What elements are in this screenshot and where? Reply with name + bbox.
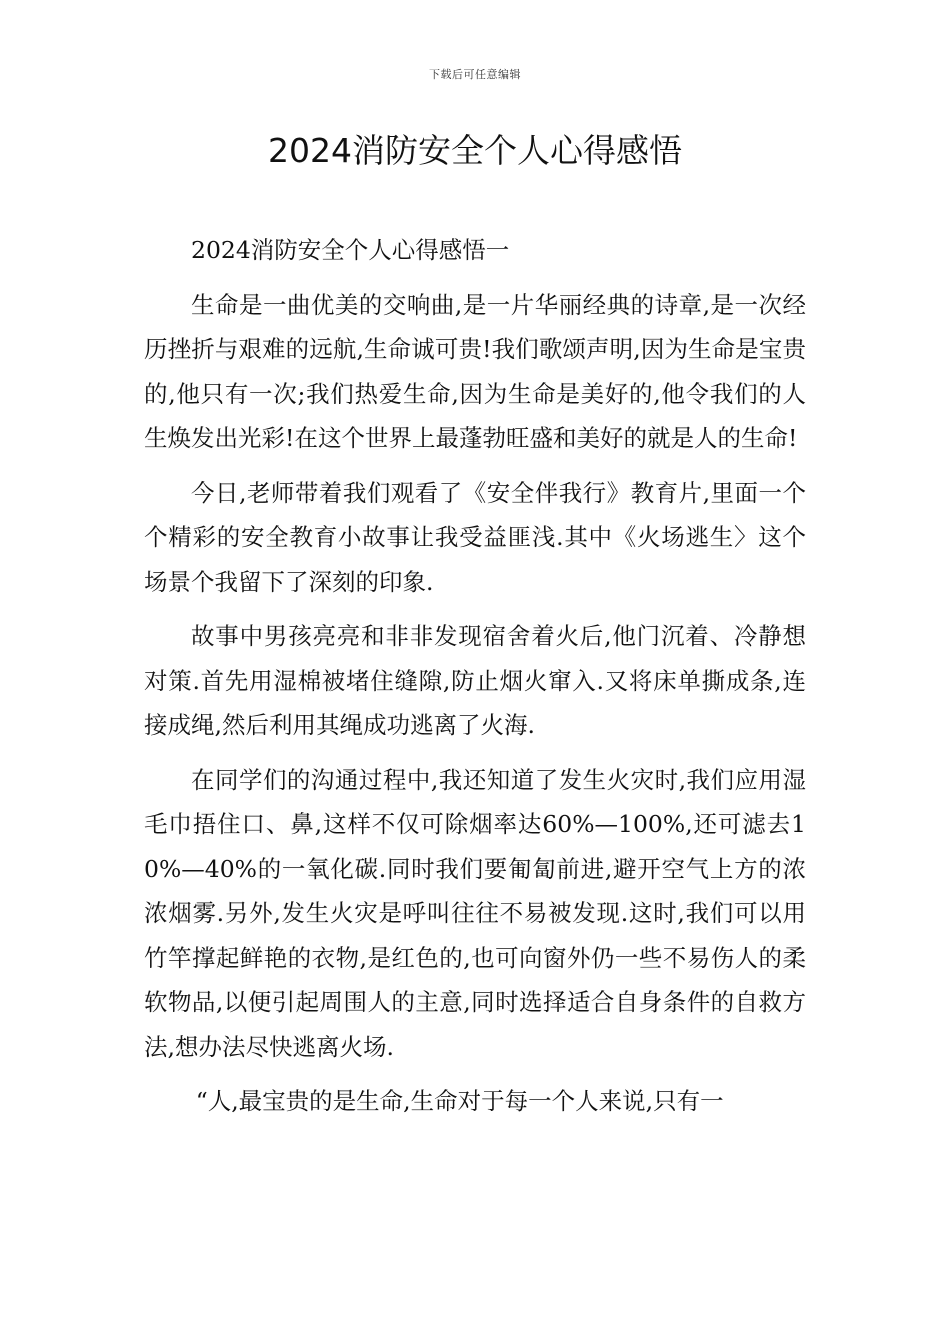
section-heading: 2024消防安全个人心得感悟一 — [191, 236, 510, 264]
paragraph-5-quote: “人,最宝贵的是生命,生命对于每一个人来说,只有一 — [195, 1087, 724, 1115]
header-note: 下载后可任意编辑 — [429, 68, 521, 81]
document-body — [144, 228, 806, 1124]
paragraph-1: 生命是一曲优美的交响曲,是一片华丽经典的诗章,是一次经历挫折与艰难的远航,生命诚可贵!我们歌颂声明,因为生命是宝贵的,他只有一次;我们热爱生命,因为生命是美好的,他令我们的人生焕发出光彩!在这个世界上最蓬勃旺盛和美好的就是人的生命! — [144, 290, 806, 452]
paragraph-4: 在同学们的沟通过程中,我还知道了发生火灾时,我们应用湿毛巾捂住口、鼻,这样不仅可除烟率达60%—100%,还可滤去10%—40%的一氧化碳.同时我们要匍匐前进,避开空气上方的浓浓烟雾.另外,发生火灾是呼叫往往不易被发现.这时,我们可以用竹竿撑起鲜艳的衣物,是红色的,也可向窗外仍一些不易伤人的柔软物品,以便引起周围人的主意,同时选择适合自身条件的自救方法,想办法尽快逃离火场. — [144, 765, 806, 1061]
page-title: 2024消防安全个人心得感悟 — [268, 131, 682, 170]
paragraph-2: 今日,老师带着我们观看了《安全伴我行》教育片,里面一个个精彩的安全教育小故事让我受益匪浅.其中《火场逃生〉这个场景个我留下了深刻的印象. — [144, 478, 806, 596]
paragraph-3: 故事中男孩亮亮和非非发现宿舍着火后,他门沉着、冷静想对策.首先用湿棉被堵住缝隙,防止烟火窜入.又将床单撕成条,连接成绳,然后利用其绳成功逃离了火海. — [144, 622, 806, 739]
